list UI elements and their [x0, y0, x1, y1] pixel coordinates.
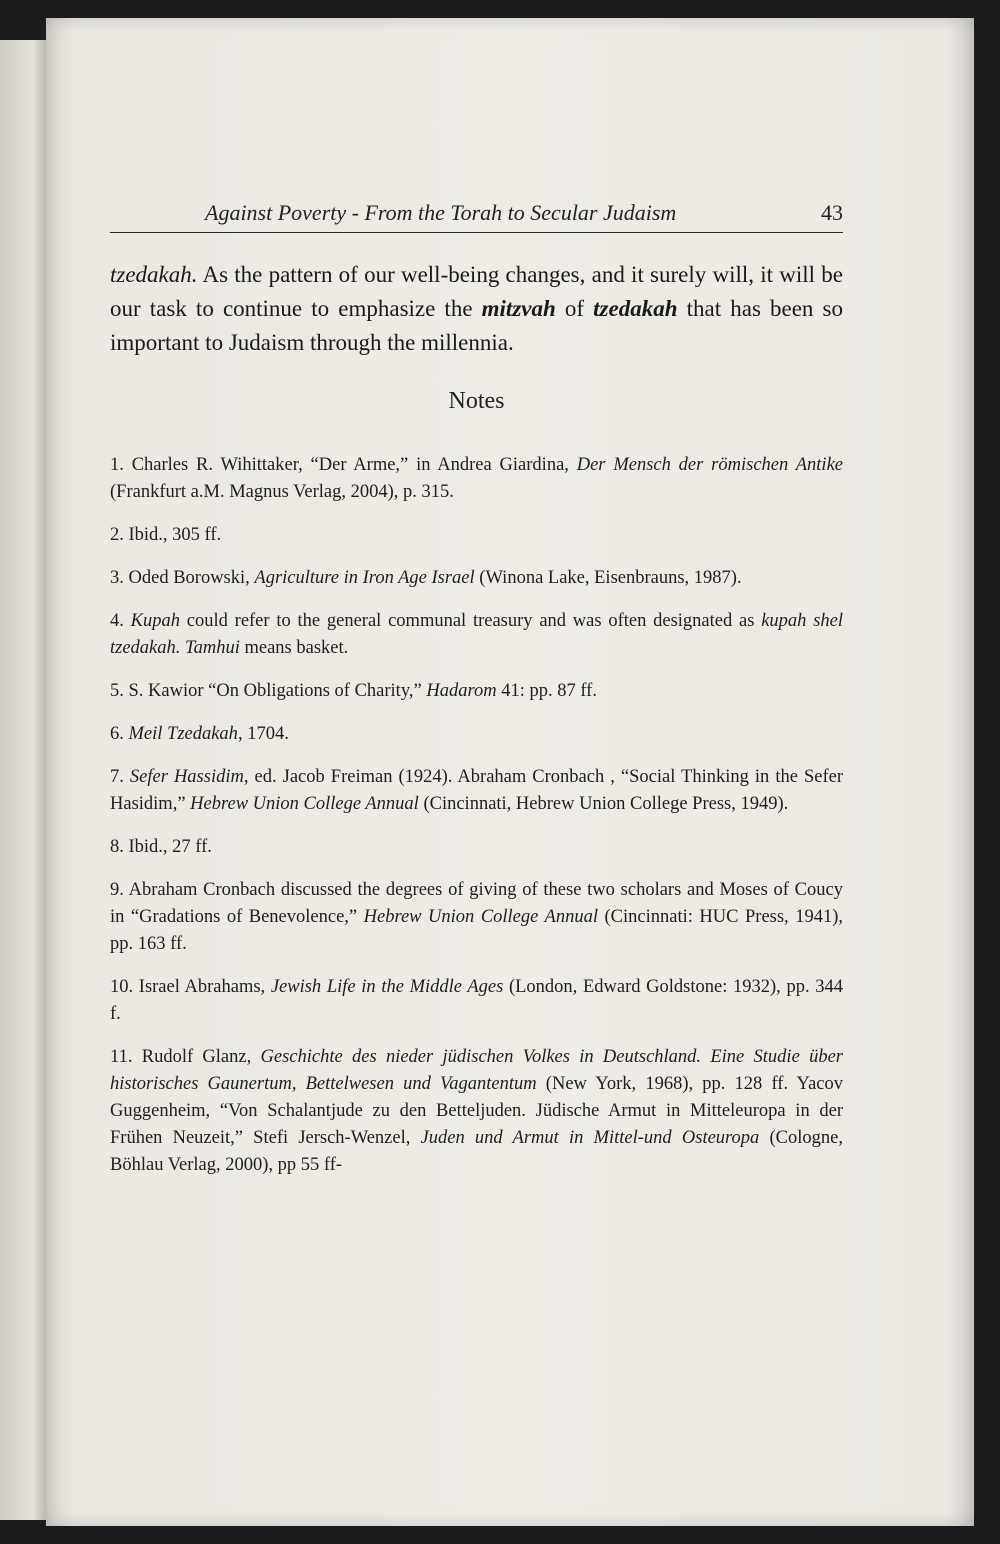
- body-text-part-1: As the pattern of our well-being changes, and it surely will, it will be our task to continue to emphasize the: [110, 262, 843, 321]
- body-term-tzedakah: tzedakah.: [110, 262, 198, 287]
- note-text: 7.: [110, 767, 130, 787]
- note-text: , ed. Jacob Freiman (1924). Abraham Cronbach , “Social Thinking in the Sefer Hasidim,”: [110, 767, 843, 814]
- note-text: , 1704.: [237, 724, 289, 744]
- note-text: (Cincinnati: HUC Press, 1941), pp. 163 ff.: [110, 907, 843, 954]
- note-7: [110, 764, 843, 818]
- note-title: Jewish Life in the Middle Ages: [270, 977, 504, 997]
- note-text: could refer to the general communal treasury and was often designated as: [180, 611, 762, 631]
- note-text: 8. Ibid., 27 ff.: [110, 837, 212, 857]
- facing-page-edge: [0, 40, 46, 1520]
- note-title: Der Mensch der römischen Antike: [576, 455, 843, 475]
- note-6: [110, 721, 843, 748]
- note-text: (New York, 1968), pp. 128 ff. Yacov Guggenheim, “Von Schalantjude zu den Betteljuden. Jüdische Armut in Mitteleuropa in der Frühen Neuzeit,” Stefi Jersch-Wenzel,: [110, 1074, 843, 1148]
- page-number: 43: [821, 200, 843, 225]
- note-3: [110, 565, 843, 592]
- note-title: Geschichte des nieder jüdischen Volkes in Deutschland. Eine Studie über historisches Gaunertum, Bettelwesen und Vagantentum: [110, 1047, 843, 1094]
- note-9: [110, 877, 843, 958]
- note-4: [110, 608, 843, 662]
- note-10: [110, 974, 843, 1028]
- note-text: 6.: [110, 724, 129, 744]
- note-text: 4.: [110, 611, 131, 631]
- note-title: Kupah: [130, 611, 180, 631]
- note-text: 9. Abraham Cronbach discussed the degrees of giving of these two scholars and Moses of Coucy in “Gradations of Benevolence,”: [110, 880, 843, 927]
- note-text: (Winona Lake, Eisenbrauns, 1987).: [474, 568, 742, 588]
- note-text: means basket.: [239, 638, 349, 658]
- note-11: [110, 1044, 843, 1179]
- note-text: (London, Edward Goldstone: 1932), pp. 344 f.: [110, 977, 843, 1024]
- notes-heading: Notes: [448, 388, 505, 414]
- note-title: Hadarom: [426, 681, 497, 701]
- note-text: 1. Charles R. Wihittaker, “Der Arme,” in Andrea Giardina,: [110, 455, 577, 475]
- note-text: (Cologne, Böhlau Verlag, 2000), pp 55 ff-: [110, 1128, 843, 1175]
- note-text: 2. Ibid., 305 ff.: [110, 525, 222, 545]
- notes-list: [110, 452, 843, 1195]
- note-title: Hebrew Union College Annual: [190, 794, 419, 814]
- note-title: kupah shel tzedakah. Tamhui: [110, 611, 844, 658]
- running-header: [110, 200, 843, 233]
- body-term-mitzvah: mitzvah: [481, 296, 556, 321]
- note-text: 3. Oded Borowski,: [110, 568, 255, 588]
- note-text: 10. Israel Abrahams,: [110, 977, 271, 997]
- note-text: (Frankfurt a.M. Magnus Verlag, 2004), p. 315.: [110, 482, 454, 502]
- note-text: 5. S. Kawior “On Obligations of Charity,”: [110, 681, 427, 701]
- note-title: Agriculture in Iron Age Israel: [254, 568, 475, 588]
- body-text-part-2: of: [555, 296, 594, 321]
- note-2: [110, 522, 843, 549]
- running-header-title: Against Poverty - From the Torah to Secular Judaism: [205, 200, 677, 225]
- note-title: Meil Tzedakah: [128, 724, 238, 744]
- note-title: Sefer Hassidim: [129, 767, 244, 787]
- body-paragraph: [110, 258, 843, 360]
- note-8: [110, 834, 843, 861]
- note-title: Juden und Armut in Mittel-und Osteuropa: [420, 1128, 760, 1148]
- body-term-tzedakah-2: tzedakah: [593, 296, 678, 321]
- note-title: Hebrew Union College Annual: [363, 907, 598, 927]
- note-text: 41: pp. 87 ff.: [496, 681, 597, 701]
- body-text-part-3: that has been so important to Judaism through the millennia.: [110, 296, 843, 355]
- note-text: (Cincinnati, Hebrew Union College Press, 1949).: [418, 794, 789, 814]
- note-5: [110, 678, 843, 705]
- note-1: [110, 452, 843, 506]
- note-text: 11. Rudolf Glanz,: [110, 1047, 261, 1067]
